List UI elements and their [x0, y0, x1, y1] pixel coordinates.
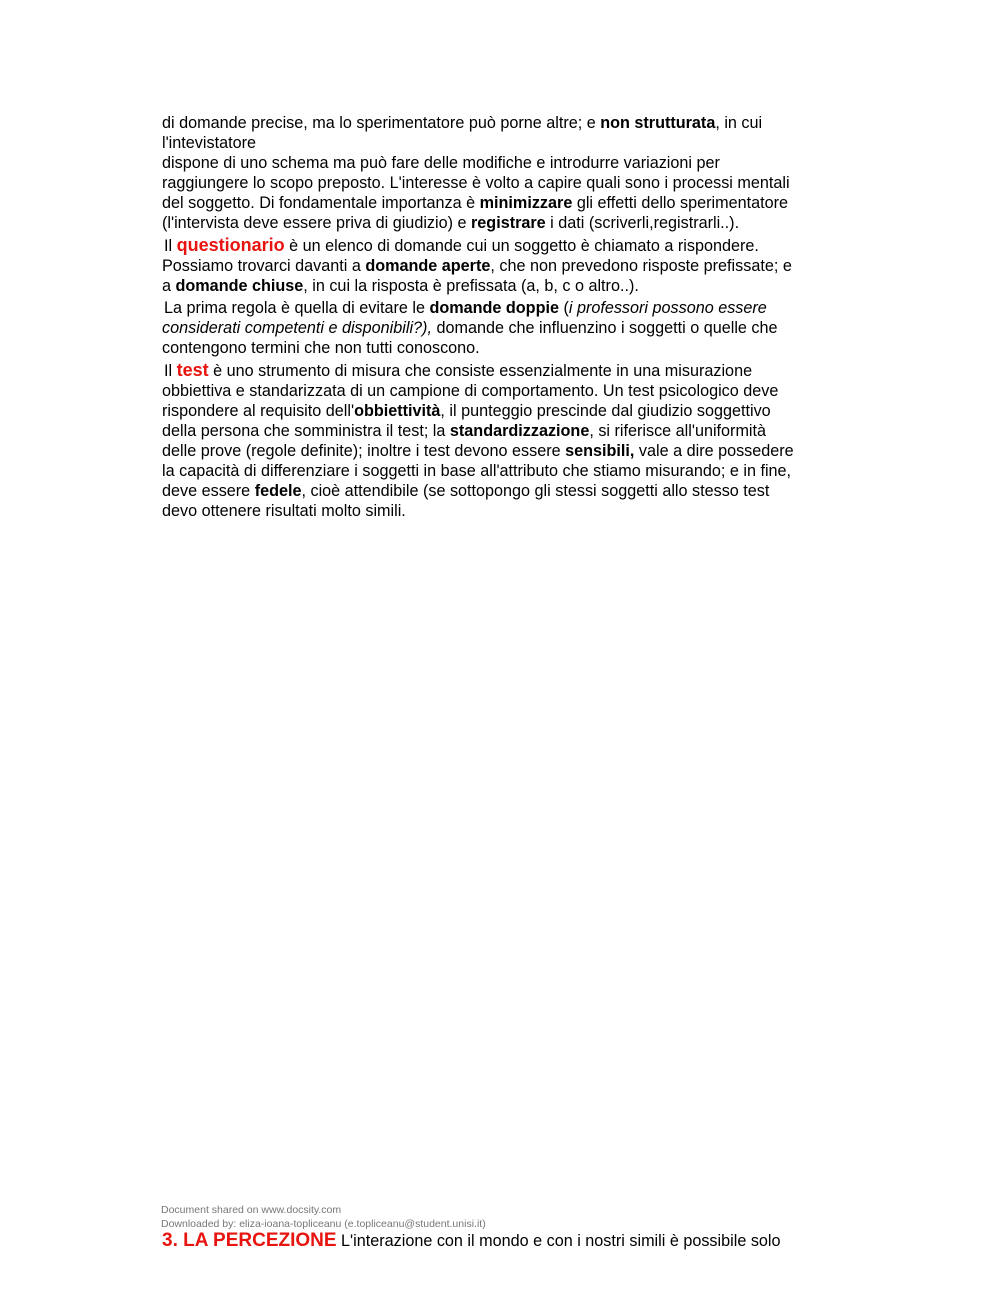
text-run: , in cui: [715, 114, 763, 132]
text-run: è un elenco di domande cui un soggetto è chiamato a rispondere.: [284, 237, 759, 255]
bold-term: obbiettività: [354, 402, 441, 420]
text-run: Il: [164, 237, 177, 255]
text-line: [162, 256, 842, 276]
section-text: L'interazione con il mondo e con i nostri simili è possibile solo: [336, 1232, 781, 1250]
paragraph-test: [162, 360, 842, 521]
bold-term: domande chiuse: [175, 277, 304, 295]
text-run: Possiamo trovarci davanti a: [162, 257, 366, 275]
paragraph-regola: [162, 298, 842, 358]
text-line: [162, 113, 842, 133]
text-line: [162, 276, 842, 296]
bold-term: domande aperte: [365, 257, 491, 275]
text-line: raggiungere lo scopo preposto. L'interesse è volto a capire quali sono i processi mentali: [162, 174, 790, 192]
text-run: , che non prevedono risposte prefissate; e: [490, 257, 792, 275]
bold-term: fedele: [254, 482, 302, 500]
text-run: i dati (scriverli,registrarli..).: [545, 214, 740, 232]
text-line: l'intevistatore: [162, 134, 256, 152]
highlight-term: test: [176, 360, 209, 380]
text-run: (l'intervista deve essere priva di giudizio) e: [162, 214, 471, 232]
text-run: , in cui la risposta è prefissata (a, b, c o altro..).: [303, 277, 639, 295]
italic-example: i professori possono essere: [568, 299, 767, 317]
bold-term: non strutturata: [600, 114, 716, 132]
text-line: [162, 441, 842, 461]
paragraph-intervista: [162, 113, 842, 233]
next-section-line: [162, 1230, 781, 1252]
text-run: domande che influenzino i soggetti o quelle che: [431, 319, 778, 337]
paragraph-questionario: [162, 235, 842, 296]
text-line: [162, 421, 842, 441]
text-line: [162, 318, 842, 338]
text-run: gli effetti dello sperimentatore: [572, 194, 788, 212]
text-line: [162, 360, 842, 381]
bold-term: sensibili,: [565, 442, 635, 460]
text-run: della persona che somministra il test; la: [162, 422, 450, 440]
text-run: di domande precise, ma lo sperimentatore può porne altre; e: [162, 114, 601, 132]
text-run: , cioè attendibile (se sottopongo gli stessi soggetti allo stesso test: [301, 482, 770, 500]
text-run: , il punteggio prescinde dal giudizio soggettivo: [440, 402, 771, 420]
bold-term: registrare: [471, 214, 546, 232]
footer-shared-link[interactable]: Document shared on www.docsity.com: [161, 1204, 342, 1216]
footer-downloaded-by: Downloaded by: eliza-ioana-topliceanu (e.topliceanu@student.unisi.it): [161, 1218, 486, 1230]
text-run: delle prove (regole definite); inoltre i test devono essere: [162, 442, 566, 460]
bold-term: minimizzare: [479, 194, 573, 212]
bold-term: domande doppie: [429, 299, 559, 317]
text-line: la capacità di differenziare i soggetti in base all'attributo che stiamo misurando; e in fine,: [162, 462, 792, 480]
text-line: dispone di uno schema ma può fare delle modifiche e introdurre variazioni per: [162, 154, 720, 172]
bold-term: standardizzazione: [449, 422, 590, 440]
text-run: del soggetto. Di fondamentale importanza è: [162, 194, 480, 212]
text-run: Il: [164, 362, 177, 380]
document-body: [162, 113, 842, 521]
text-run: rispondere al requisito dell': [162, 402, 355, 420]
text-line: obbiettiva e standarizzata di un campione di comportamento. Un test psicologico deve: [162, 382, 779, 400]
text-line: [162, 193, 842, 213]
text-line: devo ottenere risultati molto simili.: [162, 502, 406, 520]
text-line: [162, 481, 842, 501]
docsity-footer: [161, 1203, 486, 1231]
section-heading: 3. LA PERCEZIONE: [162, 1230, 337, 1251]
text-run: a: [162, 277, 176, 295]
text-line: contengono termini che non tutti conoscono.: [162, 339, 480, 357]
text-run: La prima regola è quella di evitare le: [164, 299, 430, 317]
text-run: è uno strumento di misura che consiste essenzialmente in una misurazione: [208, 362, 753, 380]
highlight-term: questionario: [176, 235, 285, 255]
text-line: [162, 235, 842, 256]
text-run: , si riferisce all'uniformità: [589, 422, 767, 440]
text-run: deve essere: [162, 482, 255, 500]
text-run: (: [558, 299, 569, 317]
text-line: [162, 401, 842, 421]
text-run: vale a dire possedere: [634, 442, 794, 460]
text-line: [162, 213, 842, 233]
italic-example: considerati competenti e disponibili?),: [162, 319, 432, 337]
text-line: [162, 298, 842, 318]
